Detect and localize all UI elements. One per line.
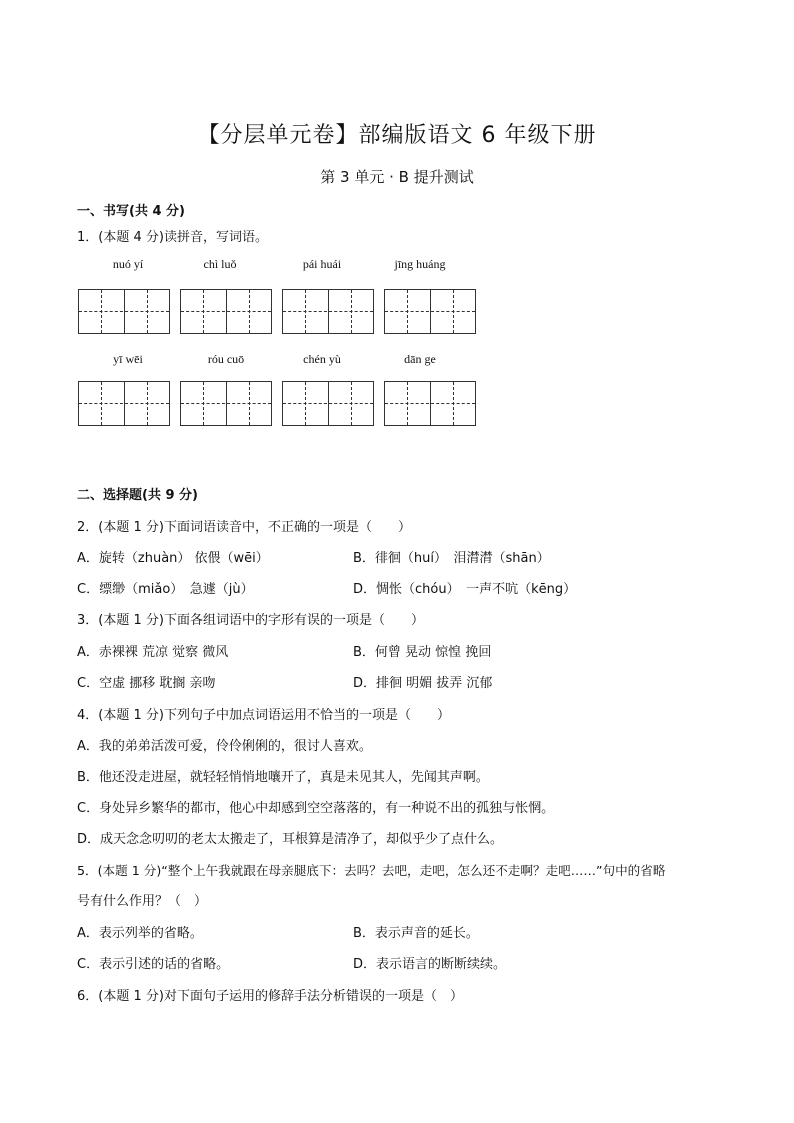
pinyin-label: pái huái xyxy=(302,257,342,271)
pinyin-label: nuó yí xyxy=(112,257,144,271)
writing-grid-box[interactable] xyxy=(384,381,476,426)
pinyin-label: jīng huáng xyxy=(394,257,446,271)
question-2-stem: 2．(本题 1 分)下面词语读音中，不正确的一项是（ ） xyxy=(77,520,411,535)
pinyin-label: chén yù xyxy=(303,352,341,366)
writing-grid-box[interactable] xyxy=(180,381,272,426)
pinyin-label: yī wēi xyxy=(113,352,143,366)
option-a[interactable]: A．表示列举的省略。 xyxy=(77,926,203,941)
writing-grid-box[interactable] xyxy=(282,381,374,426)
option-d[interactable]: D．成天念念叨叨的老太太搬走了，耳根算是清净了，却似乎少了点什么。 xyxy=(77,832,504,847)
pinyin-label: dān ge xyxy=(404,352,436,366)
option-b[interactable]: B．何曾 晃动 惊惶 挽回 xyxy=(353,645,492,660)
option-d[interactable]: D．惆怅（chóu） 一声不吭（kēng） xyxy=(353,582,577,597)
section-heading-choice: 二、选择题(共 9 分) xyxy=(77,488,198,503)
option-c[interactable]: C．空虚 挪移 耽搁 亲吻 xyxy=(77,676,216,691)
question-6-stem: 6．(本题 1 分)对下面句子运用的修辞手法分析错误的一项是（ ） xyxy=(77,989,463,1004)
section-heading-writing: 一、书写(共 4 分) xyxy=(77,204,185,219)
writing-grid-box[interactable] xyxy=(384,289,476,334)
writing-grid-box[interactable] xyxy=(78,289,170,334)
option-b[interactable]: B．他还没走进屋，就轻轻悄悄地嚷开了，真是未见其人，先闻其声啊。 xyxy=(77,770,489,785)
option-d[interactable]: D．排徊 明媚 拔弄 沉郁 xyxy=(353,676,493,691)
option-c[interactable]: C．表示引述的话的省略。 xyxy=(77,957,230,972)
question-5-stem: 5．(本题 1 分)“整个上午我就跟在母亲腿底下：去吗？去吧，走吧，怎么还不走啊？走吧……”句中的省略 xyxy=(77,863,666,878)
writing-grid-box[interactable] xyxy=(78,381,170,426)
option-c[interactable]: C．缥缈（miǎo） 急遽（jù） xyxy=(77,582,254,597)
writing-grid-box[interactable] xyxy=(180,289,272,334)
option-a[interactable]: A．赤裸裸 荒凉 觉察 微风 xyxy=(77,645,229,660)
option-d[interactable]: D．表示语言的断断续续。 xyxy=(353,957,507,972)
question-1-stem: 1．(本题 4 分)读拼音，写词语。 xyxy=(77,230,268,245)
page-subtitle: 第 3 单元 · B 提升测试 xyxy=(320,168,474,186)
option-b[interactable]: B．表示声音的延长。 xyxy=(353,926,479,941)
pinyin-label: róu cuō xyxy=(207,352,245,366)
option-a[interactable]: A．旋转（zhuàn） 依偎（wēi） xyxy=(77,551,269,566)
question-4-stem: 4．(本题 1 分)下列句子中加点词语运用不恰当的一项是（ ） xyxy=(77,708,450,723)
writing-grid-box[interactable] xyxy=(282,289,374,334)
question-3-stem: 3．(本题 1 分)下面各组词语中的字形有误的一项是（ ） xyxy=(77,613,424,628)
page-title: 【分层单元卷】部编版语文 6 年级下册 xyxy=(197,123,597,148)
question-5-stem-cont: 号有什么作用？（ ） xyxy=(77,894,208,909)
pinyin-label: chì luǒ xyxy=(203,257,237,271)
option-a[interactable]: A．我的弟弟活泼可爱，伶伶俐俐的，很讨人喜欢。 xyxy=(77,739,372,754)
option-b[interactable]: B．徘徊（huí） 泪潸潸（shān） xyxy=(353,551,550,566)
option-c[interactable]: C．身处异乡繁华的都市，他心中却感到空空落落的，有一种说不出的孤独与怅惘。 xyxy=(77,801,555,816)
